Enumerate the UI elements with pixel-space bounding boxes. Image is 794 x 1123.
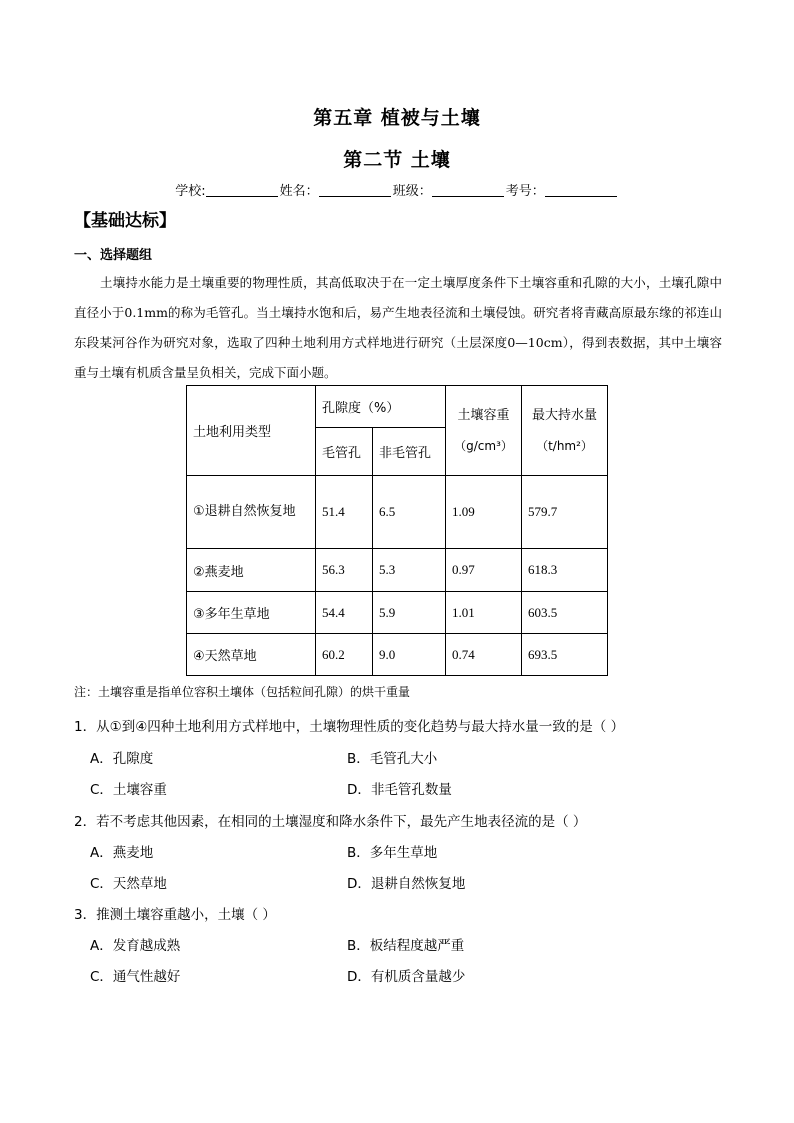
question-2-option-a[interactable]: A．燕麦地 [90, 845, 154, 861]
question-2-option-b[interactable]: B．多年生草地 [347, 845, 438, 861]
header-land-use: 土地利用类型 [187, 386, 316, 476]
row-bulk-density: 1.09 [446, 476, 522, 549]
subsection-header: 一、选择题组 [74, 248, 153, 263]
row-capillary: 56.3 [316, 549, 373, 592]
class-field[interactable] [432, 183, 504, 197]
row-land-type: ④天然草地 [187, 634, 316, 676]
row-max-water: 693.5 [522, 634, 608, 676]
row-noncapillary: 5.9 [373, 592, 446, 634]
section-title: 第二节 土壤 [343, 149, 451, 171]
school-field[interactable] [206, 183, 278, 197]
soil-data-table [186, 385, 608, 676]
table-header-row [187, 386, 608, 428]
question-2-stem: 2．若不考虑其他因素，在相同的土壤湿度和降水条件下，最先产生地表径流的是（ ） [74, 814, 587, 830]
row-capillary: 51.4 [316, 476, 373, 549]
section-header: 【基础达标】 [74, 211, 176, 231]
header-max-water-unit: （t/hm²） [536, 438, 593, 453]
header-bulk-density-label: 土壤容重 [457, 407, 510, 423]
table-row [187, 549, 608, 592]
table-row [187, 592, 608, 634]
question-1-option-d[interactable]: D．非毛管孔数量 [347, 782, 452, 798]
question-3-option-b[interactable]: B．板结程度越严重 [347, 938, 465, 954]
row-noncapillary: 5.3 [373, 549, 446, 592]
question-3-option-a[interactable]: A．发育越成熟 [90, 938, 181, 954]
question-1-stem: 1．从①到④四种土地利用方式样地中，土壤物理性质的变化趋势与最大持水量一致的是（ ） [74, 719, 625, 735]
row-noncapillary: 6.5 [373, 476, 446, 549]
table-row [187, 634, 608, 676]
name-label: 姓名： [279, 184, 319, 199]
row-capillary: 60.2 [316, 634, 373, 676]
header-noncapillary: 非毛管孔 [373, 428, 446, 476]
question-3-option-c[interactable]: C．通气性越好 [90, 969, 181, 985]
chapter-title: 第五章 植被与土壤 [313, 107, 481, 129]
row-bulk-density: 1.01 [446, 592, 522, 634]
school-label: 学校: [175, 184, 206, 199]
question-1-option-a[interactable]: A．孔隙度 [90, 751, 154, 767]
row-land-type: ②燕麦地 [187, 549, 316, 592]
question-1-option-c[interactable]: C．土壤容重 [90, 782, 167, 798]
row-bulk-density: 0.97 [446, 549, 522, 592]
row-bulk-density: 0.74 [446, 634, 522, 676]
student-info-line [0, 180, 794, 199]
reading-passage: 土壤持水能力是土壤重要的物理性质，其高低取决于在一定土壤厚度条件下土壤容重和孔隙的大小，土壤孔隙中直径小于0.1mm的称为毛管孔。当土壤持水饱和后，易产生地表径流和土壤侵蚀。研究者将青藏高原最东缘的祁连山东段某河谷作为研究对象，选取了四种土地利用方式样地进行研究（土层深度0—10cm），得到表数据，其中土壤容重与土壤有机质含量呈负相关，完成下面小题。 [74, 275, 722, 380]
header-capillary: 毛管孔 [316, 428, 373, 476]
header-bulk-density [446, 386, 522, 476]
row-max-water: 618.3 [522, 549, 608, 592]
table-row [187, 476, 608, 549]
row-max-water: 603.5 [522, 592, 608, 634]
question-3-option-d[interactable]: D．有机质含量越少 [347, 969, 466, 985]
name-field[interactable] [319, 183, 391, 197]
row-max-water: 579.7 [522, 476, 608, 549]
table-note: 注：土壤容重是指单位容积土壤体（包括粒间孔隙）的烘干重量 [74, 685, 411, 699]
row-land-type: ①退耕自然恢复地 [187, 476, 316, 549]
header-max-water-label: 最大持水量 [532, 407, 598, 423]
exam-no-label: 考号： [505, 184, 545, 199]
row-noncapillary: 9.0 [373, 634, 446, 676]
header-porosity: 孔隙度（%） [316, 386, 446, 428]
exam-no-field[interactable] [545, 183, 617, 197]
question-1-option-b[interactable]: B．毛管孔大小 [347, 751, 438, 767]
header-bulk-density-unit: （g/cm³） [454, 438, 513, 453]
class-label: 班级： [392, 184, 432, 199]
row-land-type: ③多年生草地 [187, 592, 316, 634]
row-capillary: 54.4 [316, 592, 373, 634]
question-3-stem: 3．推测土壤容重越小，土壤（ ） [74, 907, 276, 923]
question-2-option-d[interactable]: D．退耕自然恢复地 [347, 876, 466, 892]
header-max-water [522, 386, 608, 476]
question-2-option-c[interactable]: C．天然草地 [90, 876, 167, 892]
